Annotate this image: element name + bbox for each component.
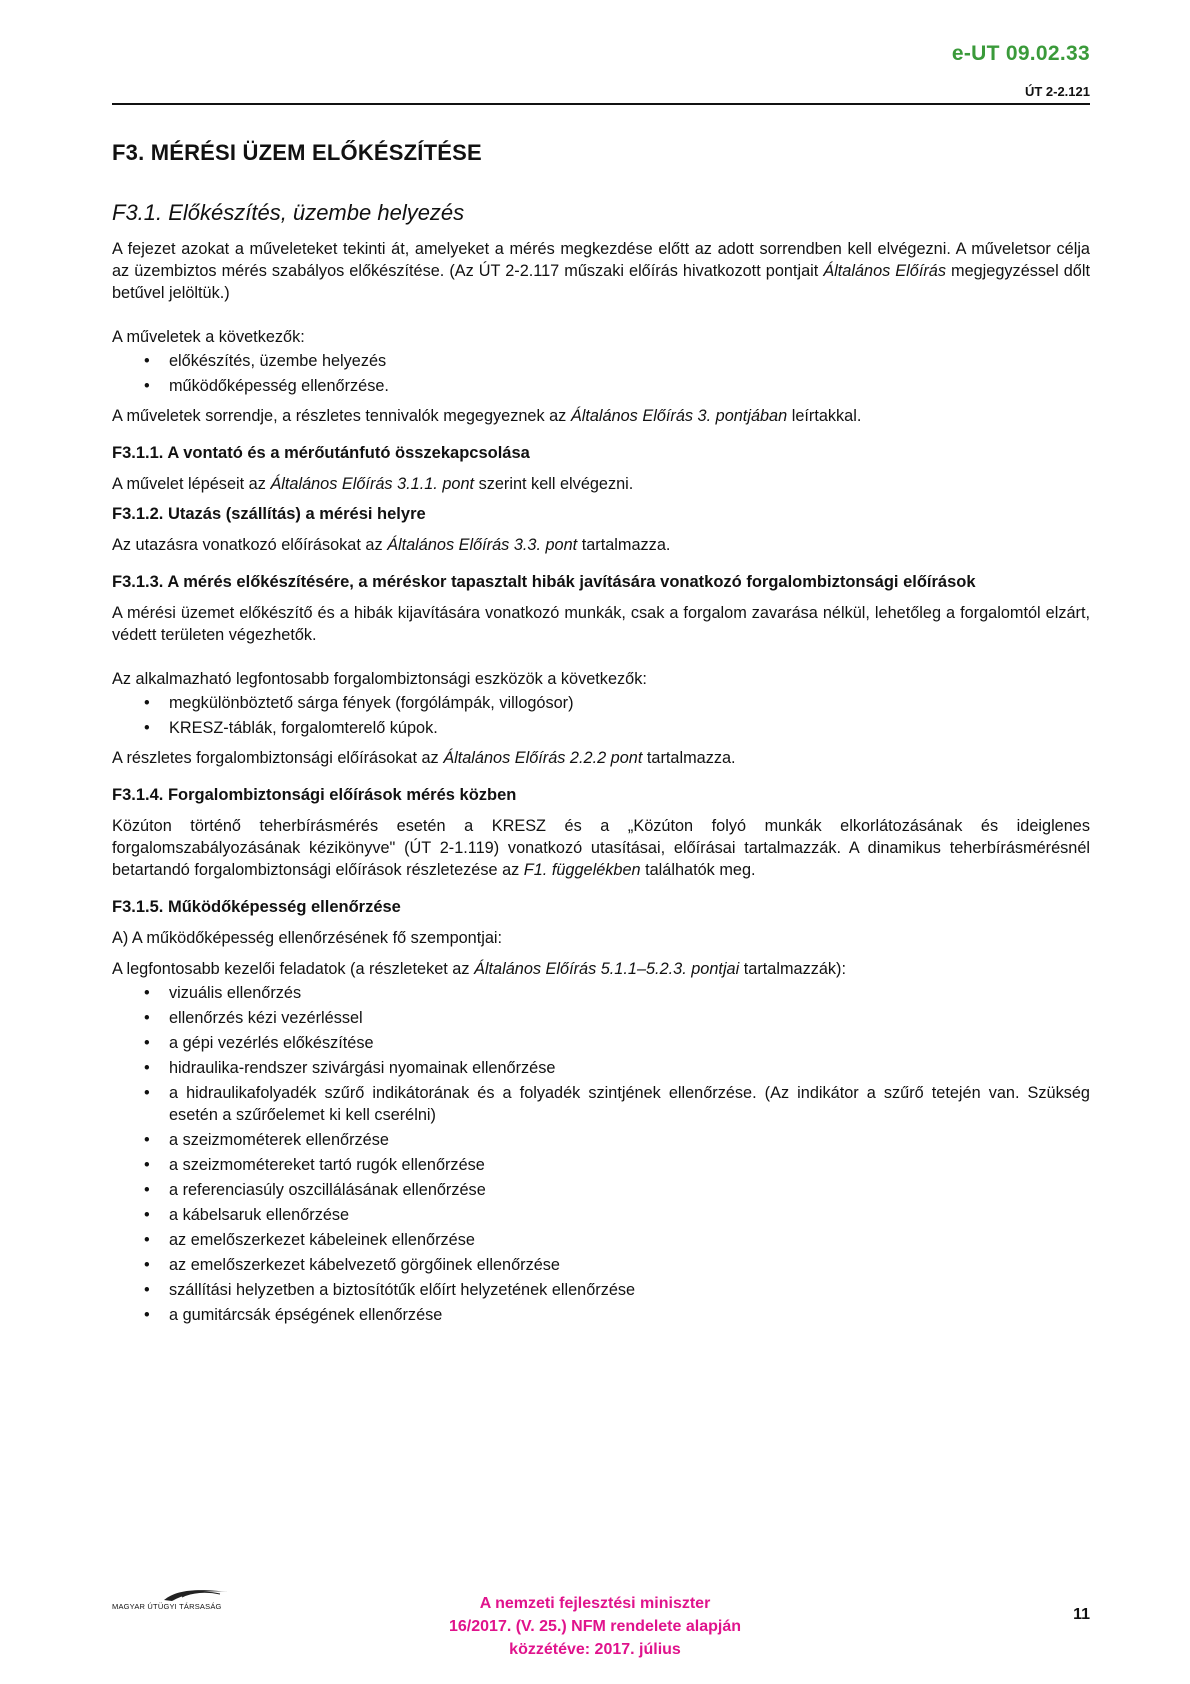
subsection-heading-f314: F3.1.4. Forgalombiztonsági előírások mérés közben (112, 786, 517, 804)
bullet-icon: • (144, 1231, 150, 1249)
list-item: • hidraulika-rendszer szivárgási nyomainak ellenőrzése (144, 1059, 556, 1077)
list-item: • a szeizmométereket tartó rugók ellenőrzése (144, 1156, 485, 1174)
bullet-icon: • (144, 1156, 150, 1174)
bullet-icon: • (144, 1131, 150, 1149)
bullet-icon: • (144, 1084, 150, 1102)
subsection-heading-f315: F3.1.5. Működőképesség ellenőrzése (112, 898, 401, 916)
f315-subheading: A) A működőképesség ellenőrzésének fő szempontjai: (112, 929, 503, 947)
bullet-icon: • (144, 377, 150, 395)
bullet-icon: • (144, 984, 150, 1002)
list-item: • előkészítés, üzembe helyezés (144, 352, 387, 370)
list-item: • megkülönböztető sárga fények (forgólámpák, villogósor) (144, 694, 574, 712)
bullet-icon: • (144, 1306, 150, 1324)
publication-line-2: 16/2017. (V. 25.) NFM rendelete alapján (449, 1618, 741, 1635)
list-item: • a gépi vezérlés előkészítése (144, 1034, 374, 1052)
document-subcode: ÚT 2-2.121 (1024, 84, 1090, 99)
list-item: • működőképesség ellenőrzése. (144, 377, 389, 395)
operations-lead: A műveletek a következők: (112, 328, 305, 346)
intro-paragraph: A fejezet azokat a műveleteket tekinti át, amelyeket a mérés megkezdése előtt az adott sorrendben kell elvégezni. A műveletsor célja az üzembiztos mérés szabályos előkészítése. (Az ÚT 2-2.117 műszaki előírás hivatkozott pontjait Általános Előírás megjegyzéssel dőlt betűvel jelöltük.) (112, 240, 1090, 302)
bullet-icon: • (144, 1256, 150, 1274)
list-item: • a gumitárcsák épségének ellenőrzése (144, 1306, 443, 1324)
tasks-lead: A legfontosabb kezelői feladatok (a részleteket az Általános Előírás 5.1.1–5.2.3. pontjai tartalmazzák): (112, 960, 846, 978)
list-item: • a szeizmométerek ellenőrzése (144, 1131, 389, 1149)
section-heading-f31: F3.1. Előkészítés, üzembe helyezés (112, 200, 465, 225)
header-divider (112, 103, 1090, 105)
publication-line-3: közzétéve: 2017. július (509, 1641, 681, 1658)
list-item: • a hidraulikafolyadék szűrő indikátorának és a folyadék szintjének ellenőrzése. (Az indikátor a szűrő tetején van. Szükség esetén a szűrőelemet ki kell cserélni) (144, 1084, 1090, 1124)
list-item: • szállítási helyzetben a biztosítótűk előírt helyzetének ellenőrzése (144, 1281, 636, 1299)
subsection-heading-f313: F3.1.3. A mérés előkészítésére, a méréskor tapasztalt hibák javítására vonatkozó forgalombiztonsági előírások (112, 573, 976, 591)
list-item: • a referenciasúly oszcillálásának ellenőrzése (144, 1181, 486, 1199)
operations-list (112, 350, 1090, 397)
tools-list (112, 692, 1090, 739)
list-item: • a kábelsaruk ellenőrzése (144, 1206, 350, 1224)
f313-paragraph: A mérési üzemet előkészítő és a hibák kijavítására vonatkozó munkák, csak a forgalom zavarása nélkül, lehetőleg a forgalomtól elzárt, védett területen végezhetők. (112, 604, 1090, 644)
publication-line-1: A nemzeti fejlesztési miniszter (479, 1595, 711, 1612)
list-item: • KRESZ-táblák, forgalomterelő kúpok. (144, 719, 438, 737)
bullet-icon: • (144, 1181, 150, 1199)
list-item: • ellenőrzés kézi vezérléssel (144, 1009, 363, 1027)
page-footer (0, 1590, 1190, 1680)
f313-detail-paragraph: A részletes forgalombiztonsági előírásokat az Általános Előírás 2.2.2 pont tartalmazza. (112, 749, 736, 767)
f311-paragraph: A művelet lépéseit az Általános Előírás 3.1.1. pont szerint kell elvégezni. (112, 475, 634, 493)
bullet-icon: • (144, 1281, 150, 1299)
chapter-title: F3. MÉRÉSI ÜZEM ELŐKÉSZÍTÉSE (112, 140, 482, 165)
bullet-icon: • (144, 1059, 150, 1077)
logo-text: MAGYAR ÚTÜGYI TÁRSASÁG (112, 1602, 222, 1611)
list-item: • az emelőszerkezet kábelvezető görgőinek ellenőrzése (144, 1256, 560, 1274)
main-content (112, 142, 1090, 1336)
list-item: • az emelőszerkezet kábeleinek ellenőrzése (144, 1231, 475, 1249)
order-paragraph: A műveletek sorrendje, a részletes tennivalók megegyeznek az Általános Előírás 3. pontjában leírtakkal. (112, 407, 862, 425)
bullet-icon: • (144, 694, 150, 712)
bullet-icon: • (144, 352, 150, 370)
bullet-icon: • (144, 1034, 150, 1052)
bullet-icon: • (144, 719, 150, 737)
tools-lead: Az alkalmazható legfontosabb forgalombiztonsági eszközök a következők: (112, 670, 647, 688)
subsection-heading-f312: F3.1.2. Utazás (szállítás) a mérési helyre (112, 505, 426, 523)
list-item: • vizuális ellenőrzés (144, 984, 302, 1002)
f312-paragraph: Az utazásra vonatkozó előírásokat az Általános Előírás 3.3. pont tartalmazza. (112, 536, 671, 554)
document-code: e-UT 09.02.33 (951, 42, 1090, 65)
page-number: 11 (1073, 1606, 1090, 1623)
bullet-icon: • (144, 1009, 150, 1027)
bullet-icon: • (144, 1206, 150, 1224)
subsection-heading-f311: F3.1.1. A vontató és a mérőutánfutó összekapcsolása (112, 444, 530, 462)
publication-note (0, 1592, 1190, 1661)
f314-paragraph: Közúton történő teherbírásmérés esetén a KRESZ és a „Közúton folyó munkák elkorlátozásának és ideiglenes forgalomszabályozásának kézikönyve" (ÚT 2-1.119) vonatkozó utasításai, előírásai tartalmazzák. A dinamikus teherbírásmérésnél betartandó forgalombiztonsági előírások részletezése az F1. függelékben találhatók meg. (112, 817, 1090, 879)
tasks-list (112, 982, 1090, 1326)
